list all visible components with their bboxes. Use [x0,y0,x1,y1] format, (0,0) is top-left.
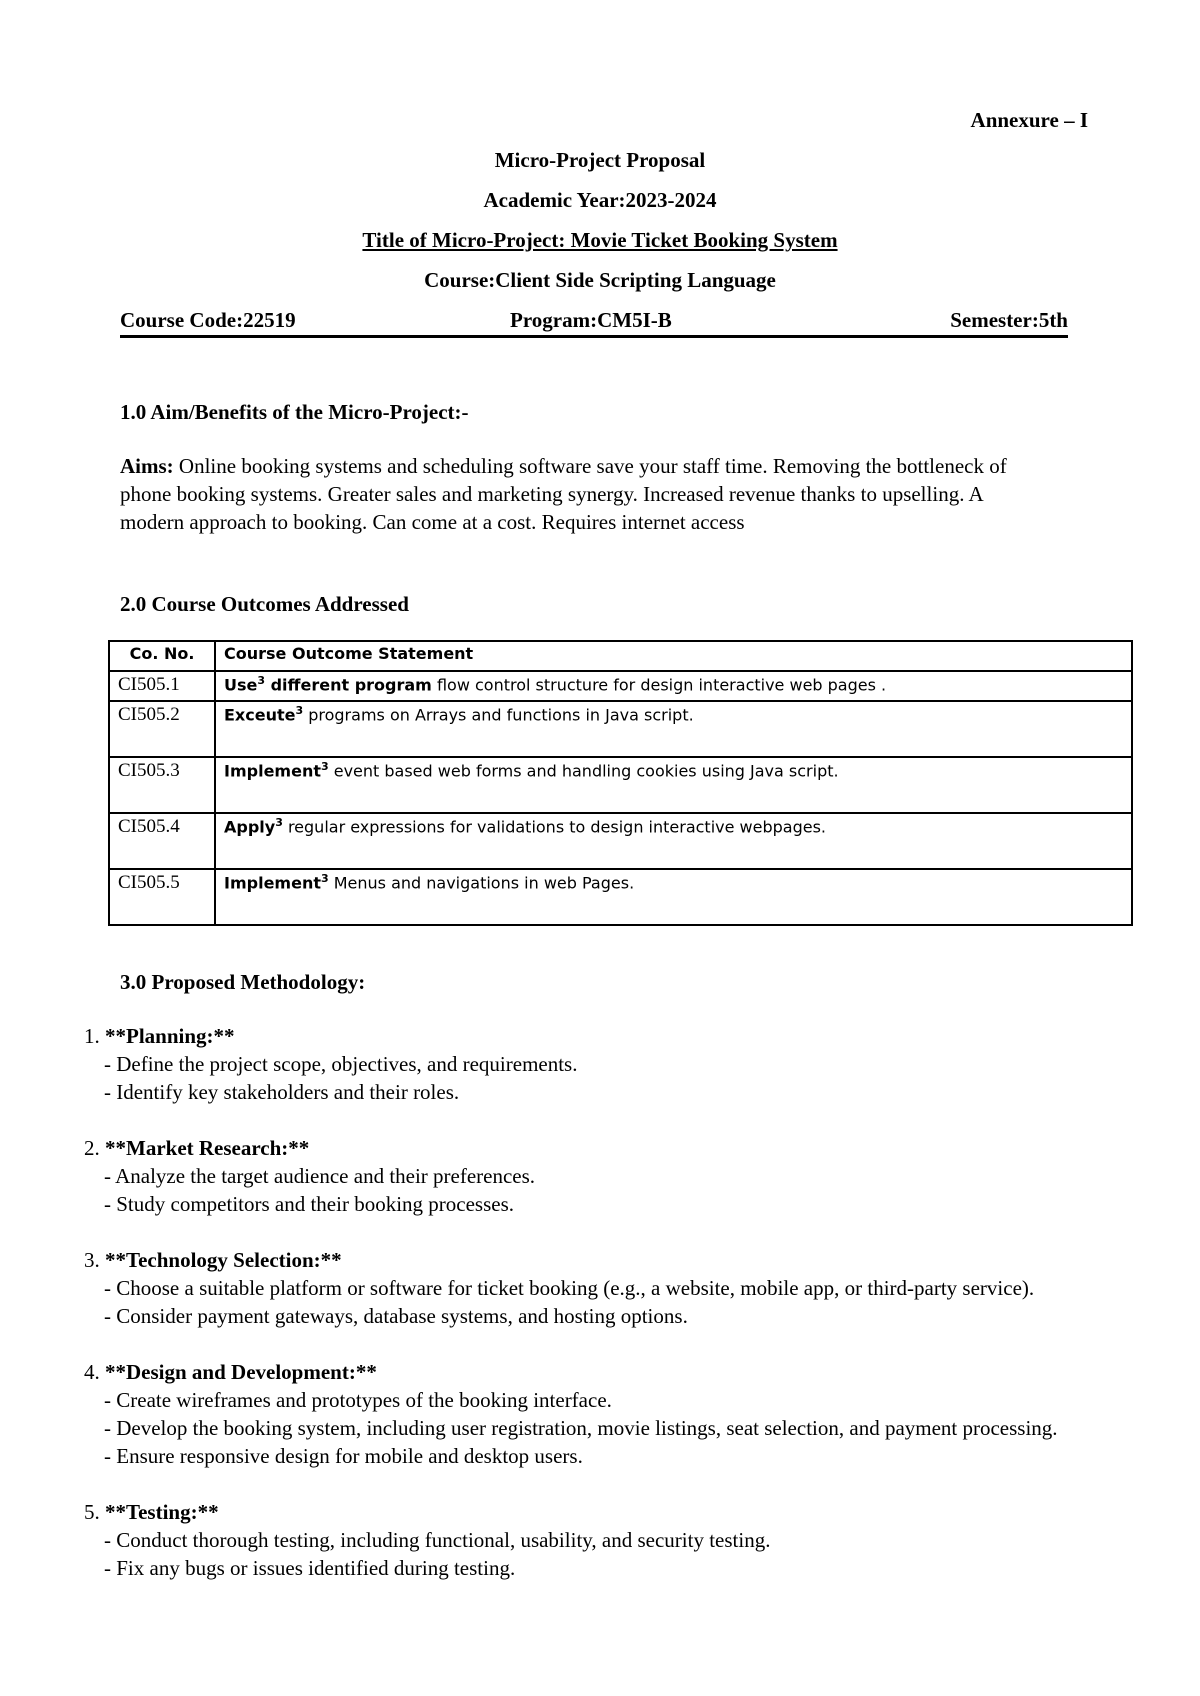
co-statement: Use$^3$ different program flow control structure for design interactive web pages . [215,671,1132,701]
project-title: Title of Micro-Project: Movie Ticket Booking System [362,228,838,252]
table-header-row [109,641,1132,671]
bullet: - Identify key stakeholders and their roles. [104,1080,460,1104]
table-row [109,757,1132,813]
annexure-label: Annexure – I [970,108,1088,132]
list-item: 1. **Planning:** - Define the project scope, objectives, and requirements. - Identify key stakeholders and their roles. [84,1022,1124,1106]
course-name: Course:Client Side Scripting Language [424,268,776,292]
bullet: - Ensure responsive design for mobile and desktop users. [104,1444,583,1468]
list-item: 2. **Market Research:** - Analyze the target audience and their preferences. - Study competitors and their booking processes. [84,1134,1124,1218]
bullet: - Fix any bugs or issues identified during testing. [104,1556,516,1580]
course-meta-row [120,308,1068,338]
table-row [109,671,1132,701]
proposal-heading: Micro-Project Proposal [494,148,706,172]
co-statement: Implement$^3$ Menus and navigations in web Pages. [215,869,1132,925]
aims-text: Online booking systems and scheduling software save your staff time. Removing the bottleneck of phone booking systems. Greater sales and marketing synergy. Increased revenue thanks to upselling. A modern approach to booking. Can come at a cost. Requires internet access [120,454,1007,534]
co-code: CI505.2 [109,701,215,757]
semester: Semester:5th [950,308,1068,332]
list-item: 4. **Design and Development:** - Create wireframes and prototypes of the booking interface. - Develop the booking system, including user registration, movie listings, seat selection, and payment processing. - Ensure responsive design for mobile and desktop users. [84,1358,1124,1470]
bullet: - Define the project scope, objectives, and requirements. [104,1052,578,1076]
course-outcomes-table [108,640,1133,926]
co-statement: Implement$^3$ event based web forms and handling cookies using Java script. [215,757,1132,813]
bullet: - Study competitors and their booking processes. [104,1192,515,1216]
co-statement: Apply$^3$ regular expressions for validations to design interactive webpages. [215,813,1132,869]
table-row [109,869,1132,925]
section-aim-heading: 1.0 Aim/Benefits of the Micro-Project:- [120,400,469,424]
co-code: CI505.4 [109,813,215,869]
co-code: CI505.5 [109,869,215,925]
list-item: 5. **Testing:** - Conduct thorough testing, including functional, usability, and security testing. - Fix any bugs or issues identified during testing. [84,1498,1124,1582]
table-row [109,701,1132,757]
co-code: CI505.1 [109,671,215,701]
academic-year: Academic Year:2023-2024 [483,188,717,212]
bullet: - Develop the booking system, including user registration, movie listings, seat selection, and payment processing. [104,1416,1058,1440]
program: Program:CM5I-B [510,308,672,332]
bullet: - Analyze the target audience and their preferences. [104,1164,536,1188]
list-item: 3. **Technology Selection:** - Choose a suitable platform or software for ticket booking (e.g., a website, mobile app, or third-party service). - Consider payment gateways, database systems, and hosting options. [84,1246,1124,1330]
bullet: - Consider payment gateways, database systems, and hosting options. [104,1304,688,1328]
aims-paragraph [120,452,1020,536]
bullet: - Choose a suitable platform or software for ticket booking (e.g., a website, mobile app, or third-party service). [104,1276,1035,1300]
section-outcomes-heading: 2.0 Course Outcomes Addressed [120,592,409,616]
col-co-no: Co. No. [109,641,215,671]
bullet: - Create wireframes and prototypes of the booking interface. [104,1388,612,1412]
section-methodology-heading: 3.0 Proposed Methodology: [120,970,366,994]
aims-label: Aims: [120,454,174,478]
table-row [109,813,1132,869]
co-statement: Exceute$^3$ programs on Arrays and functions in Java script. [215,701,1132,757]
col-statement: Course Outcome Statement [215,641,1132,671]
methodology-list [84,1022,1124,1610]
course-code: Course Code:22519 [120,308,296,332]
bullet: - Conduct thorough testing, including functional, usability, and security testing. [104,1528,771,1552]
co-code: CI505.3 [109,757,215,813]
